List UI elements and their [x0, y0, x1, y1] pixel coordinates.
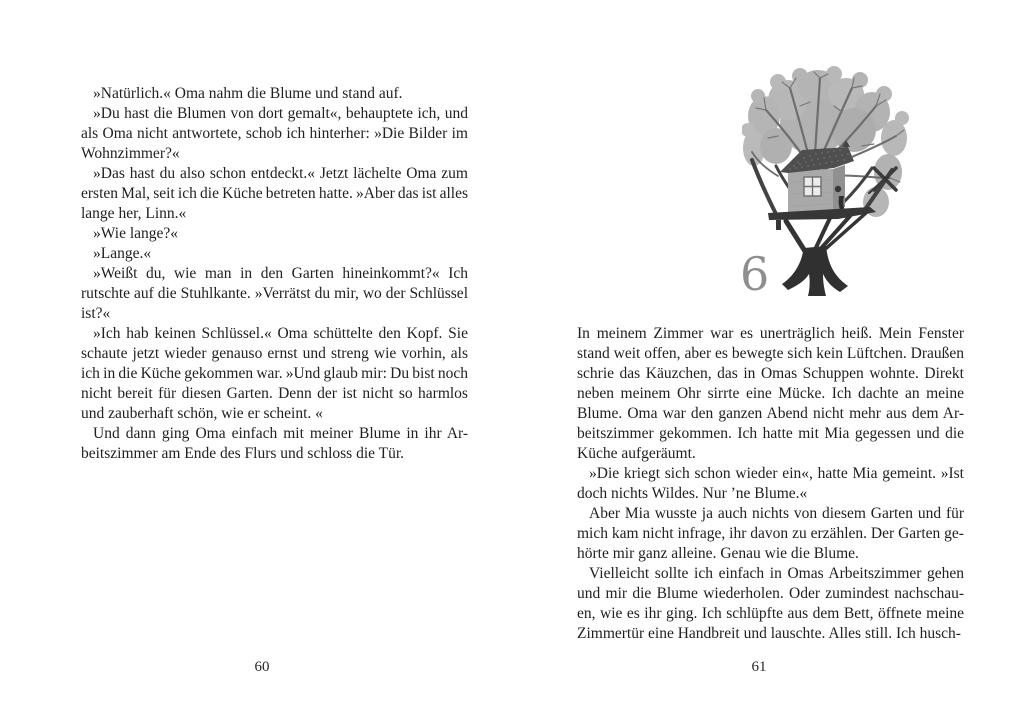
- text-line: als Oma nicht antwortete, schob ich hinterher: »Die Bilder im: [81, 125, 468, 142]
- text-line: »Natürlich.« Oma nahm die Blume und stand auf.: [93, 85, 403, 102]
- text-line: hörte mir ganz alleine. Genau wie die Blume.: [577, 545, 859, 562]
- text-line: Aber Mia wusste ja auch nichts von diesem Garten und für: [589, 505, 965, 522]
- text-line: beitszimmer am Ende des Flurs und schloss die Tür.: [81, 445, 405, 462]
- text-line: beitszimmer gekommen. Ich hatte mit Mia gegessen und die: [577, 425, 965, 442]
- text-line: Vielleicht sollte ich einfach in Omas Arbeitszimmer gehen: [589, 565, 965, 582]
- text-line: und mir die Blume wiederholen. Oder zumindest nachschau-: [577, 585, 964, 602]
- text-line: schrie das Käuzchen, das in Omas Schuppen wohnte. Direkt: [577, 365, 964, 382]
- text-line: stand weit offen, aber es bewegte sich kein Lüftchen. Draußen: [577, 345, 964, 362]
- text-line: Und dann ging Oma einfach mit meiner Blume in ihr Ar-: [93, 425, 469, 442]
- text-line: »Weißt du, wie man in den Garten hineinkommt?« Ich: [93, 265, 469, 282]
- text-line: lange her, Linn.«: [81, 205, 187, 222]
- text-line: Zimmertür eine Handbreit und lauschte. Alles still. Ich husch-: [577, 625, 961, 642]
- house-porthole: [835, 186, 841, 192]
- right-page-text: [577, 324, 964, 644]
- text-line: ersten Mal, seit ich die Küche betreten hatte. »Aber das ist alles: [81, 185, 468, 202]
- text-line: mich kam nicht infrage, ihr davon zu erzählen. Der Garten ge-: [577, 525, 964, 542]
- left-page-number: 60: [254, 659, 270, 675]
- text-line: »Du hast die Blumen von dort gemalt«, behauptete ich, und: [93, 105, 468, 122]
- house-window: [804, 177, 821, 196]
- text-line: »Wie lange?«: [93, 225, 179, 242]
- text-line: In meinem Zimmer war es unerträglich heiß. Mein Fenster: [577, 325, 964, 342]
- text-line: Blume. Oma war den ganzen Abend nicht mehr aus dem Ar-: [577, 405, 964, 422]
- text-line: Wohnzimmer?«: [81, 145, 180, 162]
- chapter-number: 6: [740, 247, 770, 301]
- text-line: rutschte auf die Stuhlkante. »Verrätst du mir, wo der Schlüssel: [81, 285, 468, 302]
- left-page-text: [81, 84, 468, 464]
- text-line: en, wie es ihr ging. Ich schlüpfte aus dem Bett, öffnete meine: [577, 605, 965, 622]
- text-line: neben meinem Ohr sirrte eine Mücke. Ich dachte an meine: [577, 385, 964, 402]
- tree-trunk: [782, 246, 848, 296]
- text-line: »Die kriegt sich schon wieder ein«, hatte Mia gemeint. »Ist: [589, 465, 964, 482]
- text-line: und zauberhaft schön, wie er scheint. «: [81, 405, 323, 422]
- text-line: nicht bereit für diesen Garten. Denn der ist nicht so harmlos: [81, 385, 468, 402]
- text-line: »Ich hab keinen Schlüssel.« Oma schüttelte den Kopf. Sie: [93, 325, 468, 342]
- text-line: ich in die Küche gekommen war. »Und glaub mir: Du bist noch: [81, 365, 469, 382]
- text-line: »Lange.«: [93, 245, 152, 262]
- text-line: schaute jetzt wieder genauso ernst und streng wie vorhin, als: [81, 345, 468, 362]
- text-line: ist?«: [81, 305, 111, 322]
- text-line: doch nichts Wildes. Nur ’ne Blume.«: [577, 485, 808, 502]
- text-line: Küche aufgeräumt.: [577, 445, 696, 462]
- right-page-number: 61: [751, 659, 767, 675]
- text-line: »Das hast du also schon entdeckt.« Jetzt lächelte Oma zum: [93, 165, 468, 182]
